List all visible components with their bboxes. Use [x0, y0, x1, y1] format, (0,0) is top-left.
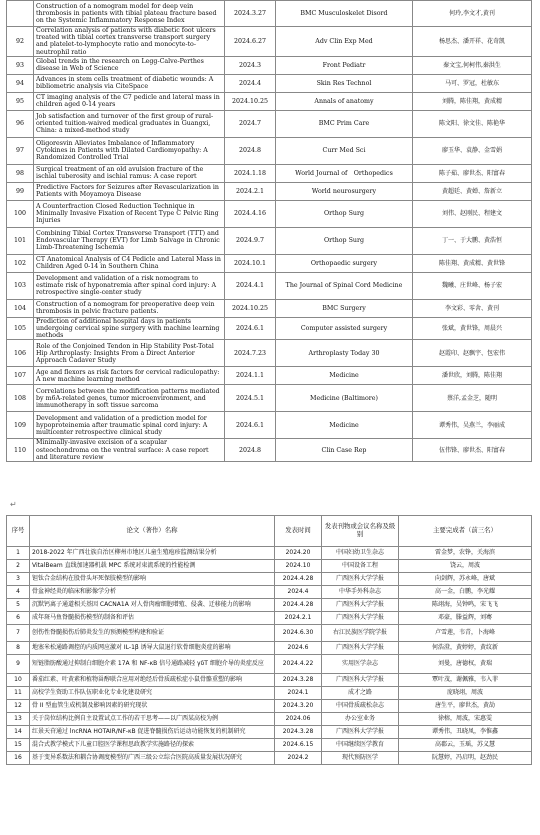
cell-no: 100	[7, 200, 34, 227]
cell-no: 6	[7, 612, 30, 625]
cell-date: 2024.2.1	[275, 612, 322, 625]
cell-authors: 何浩澄，黄婷婷，黄纹新	[399, 642, 532, 655]
cell-title: 创伤性脊髓损伤后肺炎发生的预测模型构建和验证	[30, 625, 275, 642]
cell-title: Role of the Conjoined Tendon in Hip Stability Post-Total Hip Arthroplasty: Insights From a Direct Anterior Approach Cadaver Study	[34, 340, 225, 367]
table-row	[7, 625, 532, 642]
cell-no	[7, 1, 34, 27]
cell-journal: Adv Clin Exp Med	[276, 27, 413, 57]
cell-no: 11	[7, 687, 30, 700]
cell-journal: 广西医科大学学报	[322, 573, 399, 586]
cell-authors: 秦文宝,何柯伟,秦洪生	[413, 56, 532, 74]
cell-no: 7	[7, 625, 30, 642]
cell-journal: 广西医科大学学报	[322, 674, 399, 687]
cell-authors: 雷金梦，农铮，关海滨	[399, 547, 532, 560]
table-row	[7, 27, 532, 57]
cell-date: 2024.10	[275, 560, 322, 573]
cell-authors: 马可、罗冠，杜敏东	[413, 74, 532, 92]
cell-date: 2024.6.27	[225, 27, 276, 57]
publication-table-chinese	[6, 515, 532, 765]
table-row	[7, 74, 532, 92]
cell-authors: 张斌，黄世锋，周晨兴	[413, 317, 532, 340]
cell-no: 10	[7, 674, 30, 687]
cell-authors: 廖玉华、袁静、金雪娟	[413, 137, 532, 164]
cell-no: 8	[7, 642, 30, 655]
cell-journal: 广西医科大学学报	[322, 726, 399, 739]
cell-title: Global trends in the research on Legg-Calve-Perthes disease in Web of Science	[34, 56, 225, 74]
cell-no: 108	[7, 385, 34, 412]
cell-no: 110	[7, 439, 34, 462]
cell-journal: 中国骨质疏松杂志	[322, 700, 399, 713]
cell-date: 2024.4.22	[275, 655, 322, 674]
cell-date: 2024.8	[225, 439, 276, 462]
cell-no: 107	[7, 367, 34, 385]
table-row	[7, 560, 532, 573]
cell-title: 成年斑马鱼脊髓损伤模型的制备和评估	[30, 612, 275, 625]
cell-authors: 高一金，白鹏，李光耀	[399, 586, 532, 599]
cell-date: 2024.3	[225, 56, 276, 74]
cell-authors: 赵霞印、赵飘宇、包宏伟	[413, 340, 532, 367]
cell-journal: BMC Surgery	[276, 299, 413, 317]
cell-authors: 谭秀伟，吴燕兰，李丽成	[413, 412, 532, 439]
cell-no: 103	[7, 272, 34, 299]
header-no: 序号	[7, 516, 30, 547]
cell-no: 94	[7, 74, 34, 92]
cell-title: Combining Tibial Cortex Transverse Transport (TTT) and Endovascular Therapy (EVT) for Limb Salvage in Chronic Limb-Threatening Ischemia	[34, 227, 225, 254]
cell-no: 4	[7, 586, 30, 599]
cell-title: Job satisfaction and turnover of the first group of rural-oriented tuition-waived medical graduates in Guangxi, China: a mixed-method study	[34, 110, 225, 137]
cell-title: Age and flexors as risk factors for cervical radiculopathy: A new machine learning method	[34, 367, 225, 385]
cell-title: 钽钛合金结构在股骨头坏死保肢模型的影响	[30, 573, 275, 586]
table-row	[7, 272, 532, 299]
cell-journal: 中国设备工程	[322, 560, 399, 573]
cell-journal: BMC Musculoskelet Disord	[276, 1, 413, 27]
cell-title: 短链脂肪酸通过抑制白细胞介素 17A 和 NF-κB 信号通路减轻 γδT 细胞介导的炎症反应	[30, 655, 275, 674]
cell-journal: Orthop Surg	[276, 200, 413, 227]
cell-journal: 中国妇幼卫生杂志	[322, 547, 399, 560]
table-row	[7, 1, 532, 27]
cell-title: Construction of a nomogram for preoperative deep vein thrombosis in pelvic fracture patients.	[34, 299, 225, 317]
table-row	[7, 573, 532, 586]
cell-journal: 办公室业务	[322, 713, 399, 726]
cell-no: 105	[7, 317, 34, 340]
cell-date: 2024.3.27	[225, 1, 276, 27]
table-row	[7, 700, 532, 713]
table-row	[7, 752, 532, 765]
cell-journal: 右江民族医学院学报	[322, 625, 399, 642]
cell-date: 2024.3.28	[275, 674, 322, 687]
table-row	[7, 612, 532, 625]
table-header-row	[7, 516, 532, 547]
table-row	[7, 586, 532, 599]
table-row	[7, 599, 532, 612]
cell-authors: 刘曼，唐德权，黄瑞	[399, 655, 532, 674]
cell-authors: 魏曦、庄世峰、杨子宏	[413, 272, 532, 299]
cell-journal: 中国继续医学教育	[322, 739, 399, 752]
cell-date: 2024.9.7	[225, 227, 276, 254]
cell-no: 12	[7, 700, 30, 713]
cell-authors: 覃叶茂，谢佩雅，韦入菲	[399, 674, 532, 687]
table-row	[7, 92, 532, 110]
cell-journal: Clin Case Rep	[276, 439, 413, 462]
cell-no: 99	[7, 182, 34, 200]
cell-authors: 刘腾，陈佳翔，黄成精	[413, 92, 532, 110]
table-row	[7, 317, 532, 340]
cell-journal: 实用医学杂志	[322, 655, 399, 674]
table-row	[7, 726, 532, 739]
table-row	[7, 385, 532, 412]
header-date: 发表时间	[275, 516, 322, 547]
cell-authors: 卢雪莲，韦青，卜海峰	[399, 625, 532, 642]
table-row	[7, 674, 532, 687]
table-row	[7, 687, 532, 700]
cell-title: Prediction of additional hospital days in patients undergoing cervical spine surgery with machine learning methods	[34, 317, 225, 340]
cell-date: 2024.6.15	[275, 739, 322, 752]
cell-no: 102	[7, 254, 34, 272]
table-row	[7, 182, 532, 200]
cell-date: 2024.4.16	[225, 200, 276, 227]
cell-no: 92	[7, 27, 34, 57]
cell-date: 2024.1	[275, 687, 322, 700]
cell-no: 3	[7, 573, 30, 586]
cell-title: A Counterfraction Closed Reduction Technique in Minimally Invasive Fixation of Recent Type C Pelvic Ring Injuries	[34, 200, 225, 227]
cell-title: 骨 II 型血管生成机制及影响因素的研究现状	[30, 700, 275, 713]
cell-journal: 广西医科大学学报	[322, 612, 399, 625]
cell-no: 14	[7, 726, 30, 739]
table-row	[7, 110, 532, 137]
cell-date: 2024.4.28	[275, 573, 322, 586]
cell-no: 13	[7, 713, 30, 726]
paragraph-return-mark: ↵	[10, 500, 17, 509]
cell-authors: 向剑辉，苏永峰，唐斌	[399, 573, 532, 586]
cell-title: CT Anatomical Analysis of C4 Pedicle and Lateral Mass in Children Aged 0-14 in Southern China	[34, 254, 225, 272]
cell-title: 基于变异系数法和耦合协调度模型的广西三级公立综合医院高质量发展状况研究	[30, 752, 275, 765]
cell-date: 2024.6.1	[225, 412, 276, 439]
cell-authors: 阮慧婷，冯启明，赵劲民	[399, 752, 532, 765]
cell-date: 2024.2.1	[225, 182, 276, 200]
cell-no: 2	[7, 560, 30, 573]
cell-no: 96	[7, 110, 34, 137]
table-row	[7, 164, 532, 182]
cell-journal: 成才之路	[322, 687, 399, 700]
cell-no: 9	[7, 655, 30, 674]
cell-authors: 庞晓翊，周波	[399, 687, 532, 700]
cell-journal: 广西医科大学学报	[322, 642, 399, 655]
cell-journal: Skin Res Technol	[276, 74, 413, 92]
cell-authors: 黄超廷、黄婵、詹新立	[413, 182, 532, 200]
table-row	[7, 227, 532, 254]
cell-title: Surgical treatment of an old avulsion fracture of the ischial tuberosity and ischial ramus: A case report	[34, 164, 225, 182]
publication-table-chinese-body	[7, 547, 532, 765]
table-row	[7, 713, 532, 726]
cell-date: 2024.3.20	[275, 700, 322, 713]
cell-journal: The Journal of Spinal Cord Medicine	[276, 272, 413, 299]
cell-journal: 中华手外科杂志	[322, 586, 399, 599]
table-row	[7, 200, 532, 227]
cell-title: 关于岗位结构比例自主设置试点工作的若干思考——以广西某高校为例	[30, 713, 275, 726]
cell-authors: 蔡洋,孟金芝，随明	[413, 385, 532, 412]
cell-title: 地塞米松通路调控的内质网应激对 IL-1β 诱导大鼠退行软骨细胞炎症的影响	[30, 642, 275, 655]
cell-date: 2024.20	[275, 547, 322, 560]
cell-no: 104	[7, 299, 34, 317]
cell-date: 2024.8	[225, 137, 276, 164]
cell-no: 97	[7, 137, 34, 164]
cell-title: 2018-2022 年广西壮族自治区柳州市地区儿童生殖疱疹监测结果分析	[30, 547, 275, 560]
cell-title: Oligoresvin Alleviates Imbalance of Inflammatory Cytokines in Patients with Dilated Cardiomyopathy: A Randomized Controlled Trial	[34, 137, 225, 164]
header-authors: 主要完成者（前三名）	[399, 516, 532, 547]
table-row	[7, 340, 532, 367]
cell-title: Predictive Factors for Seizures after Revascularization in Patients with Moyamoya Disease	[34, 182, 225, 200]
publication-table-english	[6, 0, 532, 462]
table-row	[7, 642, 532, 655]
cell-authors: 陈子茹、廖世杰、阳富春	[413, 164, 532, 182]
cell-date: 2024.5.1	[225, 385, 276, 412]
table-row	[7, 56, 532, 74]
cell-authors: 陈文阳、徐文佳、陈艳华	[413, 110, 532, 137]
cell-no: 1	[7, 547, 30, 560]
cell-title: Development and validation of a risk nomogram to estimate risk of hyponatremia after spinal cord injury: A retrospective single-center study	[34, 272, 225, 299]
cell-journal: Front Pediatr	[276, 56, 413, 74]
cell-date: 2024.6.1	[225, 317, 276, 340]
cell-authors: 伍伟锋、廖世杰、阳富春	[413, 439, 532, 462]
cell-journal: 广西医科大学学报	[322, 599, 399, 612]
cell-journal: Medicine (Baltimore)	[276, 385, 413, 412]
cell-date: 2024.10.1	[225, 254, 276, 272]
cell-title: Construction of a nomogram model for deep vein thrombosis in patients with tibial plateau fracture based on the Systemic Inflammatory Response Index	[34, 1, 225, 27]
cell-authors: 邓豪，滕益辉，刘骞	[399, 612, 532, 625]
cell-journal: Medicine	[276, 412, 413, 439]
cell-title: 沉默钙离子通道相关基因 CACNA1A 对人骨肉瘤细胞增殖、侵袭、迁移能力的影响	[30, 599, 275, 612]
cell-title: 番茄红素、叶黄素和植物甾醇联合应用对绝经后骨质疏松症小鼠骨骼重塑的影响	[30, 674, 275, 687]
table-row	[7, 254, 532, 272]
cell-no: 93	[7, 56, 34, 74]
cell-journal: Orthopaedic surgery	[276, 254, 413, 272]
cell-date: 2024.4.28	[275, 599, 322, 612]
cell-date: 2024.4	[225, 74, 276, 92]
cell-date: 2024.4	[275, 586, 322, 599]
cell-date: 2024.6.30	[275, 625, 322, 642]
table-row	[7, 439, 532, 462]
cell-date: 2024.10.25	[225, 299, 276, 317]
table-row	[7, 412, 532, 439]
cell-date: 2024.4.1	[225, 272, 276, 299]
cell-date: 2024.7.23	[225, 340, 276, 367]
cell-journal: World neurosurgery	[276, 182, 413, 200]
cell-authors: 刘伟、赵刚民、程建文	[413, 200, 532, 227]
cell-authors: 陈翊海，吴钟鸣，宋飞飞	[399, 599, 532, 612]
table-row	[7, 739, 532, 752]
cell-journal: Medicine	[276, 367, 413, 385]
cell-journal: Orthop Surg	[276, 227, 413, 254]
cell-no: 16	[7, 752, 30, 765]
cell-no: 101	[7, 227, 34, 254]
cell-authors: 潘世欣，刘腾，陈佳翔	[413, 367, 532, 385]
cell-no: 15	[7, 739, 30, 752]
cell-authors: 李文彩、零舍、黄刊	[413, 299, 532, 317]
cell-date: 2024.10.25	[225, 92, 276, 110]
cell-authors: 谭秀伟，丑晓凤，李惟鑫	[399, 726, 532, 739]
cell-journal: World Journal of Orthopedics	[276, 164, 413, 182]
cell-title: Advances in stem cells treatment of diabetic wounds: A bibliometric analysis via CiteSpace	[34, 74, 225, 92]
cell-no: 106	[7, 340, 34, 367]
cell-no: 95	[7, 92, 34, 110]
cell-no: 98	[7, 164, 34, 182]
table-row	[7, 299, 532, 317]
table-row	[7, 655, 532, 674]
cell-authors: 陈佳翔、黄成精、黄世锋	[413, 254, 532, 272]
cell-journal: BMC Prim Care	[276, 110, 413, 137]
cell-title: Minimally-invasive excision of a scapular osteochondroma on the ventral surface: A case report and literature review	[34, 439, 225, 462]
cell-date: 2024.2	[275, 752, 322, 765]
cell-date: 2024.3.28	[275, 726, 322, 739]
cell-authors: 徐榕，周波，宋惠雯	[399, 713, 532, 726]
cell-journal: Computer assisted surgery	[276, 317, 413, 340]
cell-title: CT imaging analysis of the C7 pedicle and lateral mass in children aged 0-14 years	[34, 92, 225, 110]
cell-journal: Annals of anatomy	[276, 92, 413, 110]
cell-title: Development and validation of a prediction model for hypoproteinemia after traumatic spinal cord injury: A multicenter retrospective clinical study	[34, 412, 225, 439]
header-title: 论文（著作）名称	[30, 516, 275, 547]
cell-title: 混合式教学模式下儿童口腔医学课程思政教学实施路径的探索	[30, 739, 275, 752]
table-row	[7, 137, 532, 164]
cell-date: 2024.1.18	[225, 164, 276, 182]
cell-journal: Arthroplasty Today 30	[276, 340, 413, 367]
cell-journal: 现代预防医学	[322, 752, 399, 765]
cell-authors: 丁一、于大鹏、黄浩恒	[413, 227, 532, 254]
publication-table-english-body	[7, 1, 532, 462]
cell-date: 2024.6	[275, 642, 322, 655]
cell-authors: 高郡云，玉瑶，苏义慧	[399, 739, 532, 752]
header-journal: 发表刊物或会议名称及级别	[322, 516, 399, 547]
cell-title: Correlation analysis of patients with diabetic foot ulcers treated with tibial cortex transverse transport surgery and platelet-to-lymphocyte ratio and monocyte-to-neutrophil ratio	[34, 27, 225, 57]
cell-title: Correlations between the modification patterns mediated by m6A-related genes, tumor microenvironment, and immunotherapy in soft tissue sarcoma	[34, 385, 225, 412]
cell-title: VitalBeam 直线加速器机载 MPC 系统对束流系统的性能检测	[30, 560, 275, 573]
table-row	[7, 367, 532, 385]
cell-title: 高校学生资助工作队伍职业化专业化建设研究	[30, 687, 275, 700]
cell-no: 109	[7, 412, 34, 439]
cell-date: 2024.06	[275, 713, 322, 726]
cell-date: 2024.1.1	[225, 367, 276, 385]
table-row	[7, 547, 532, 560]
cell-journal: Curr Med Sci	[276, 137, 413, 164]
cell-authors: 饶云，周波	[399, 560, 532, 573]
cell-title: 红景天苷通过 lncRNA HOTAIR/NF-κB 促进脊髓损伤后运动功能恢复的机制研究	[30, 726, 275, 739]
cell-date: 2024.7	[225, 110, 276, 137]
cell-authors: 唐生平，廖世杰，黄劼	[399, 700, 532, 713]
cell-authors: 杨思杰、潘开祥、花奇凯	[413, 27, 532, 57]
cell-no: 5	[7, 599, 30, 612]
cell-title: 骨盆神经炎的临床和影像学分析	[30, 586, 275, 599]
cell-authors: 何玲,李文才,黄刊	[413, 1, 532, 27]
